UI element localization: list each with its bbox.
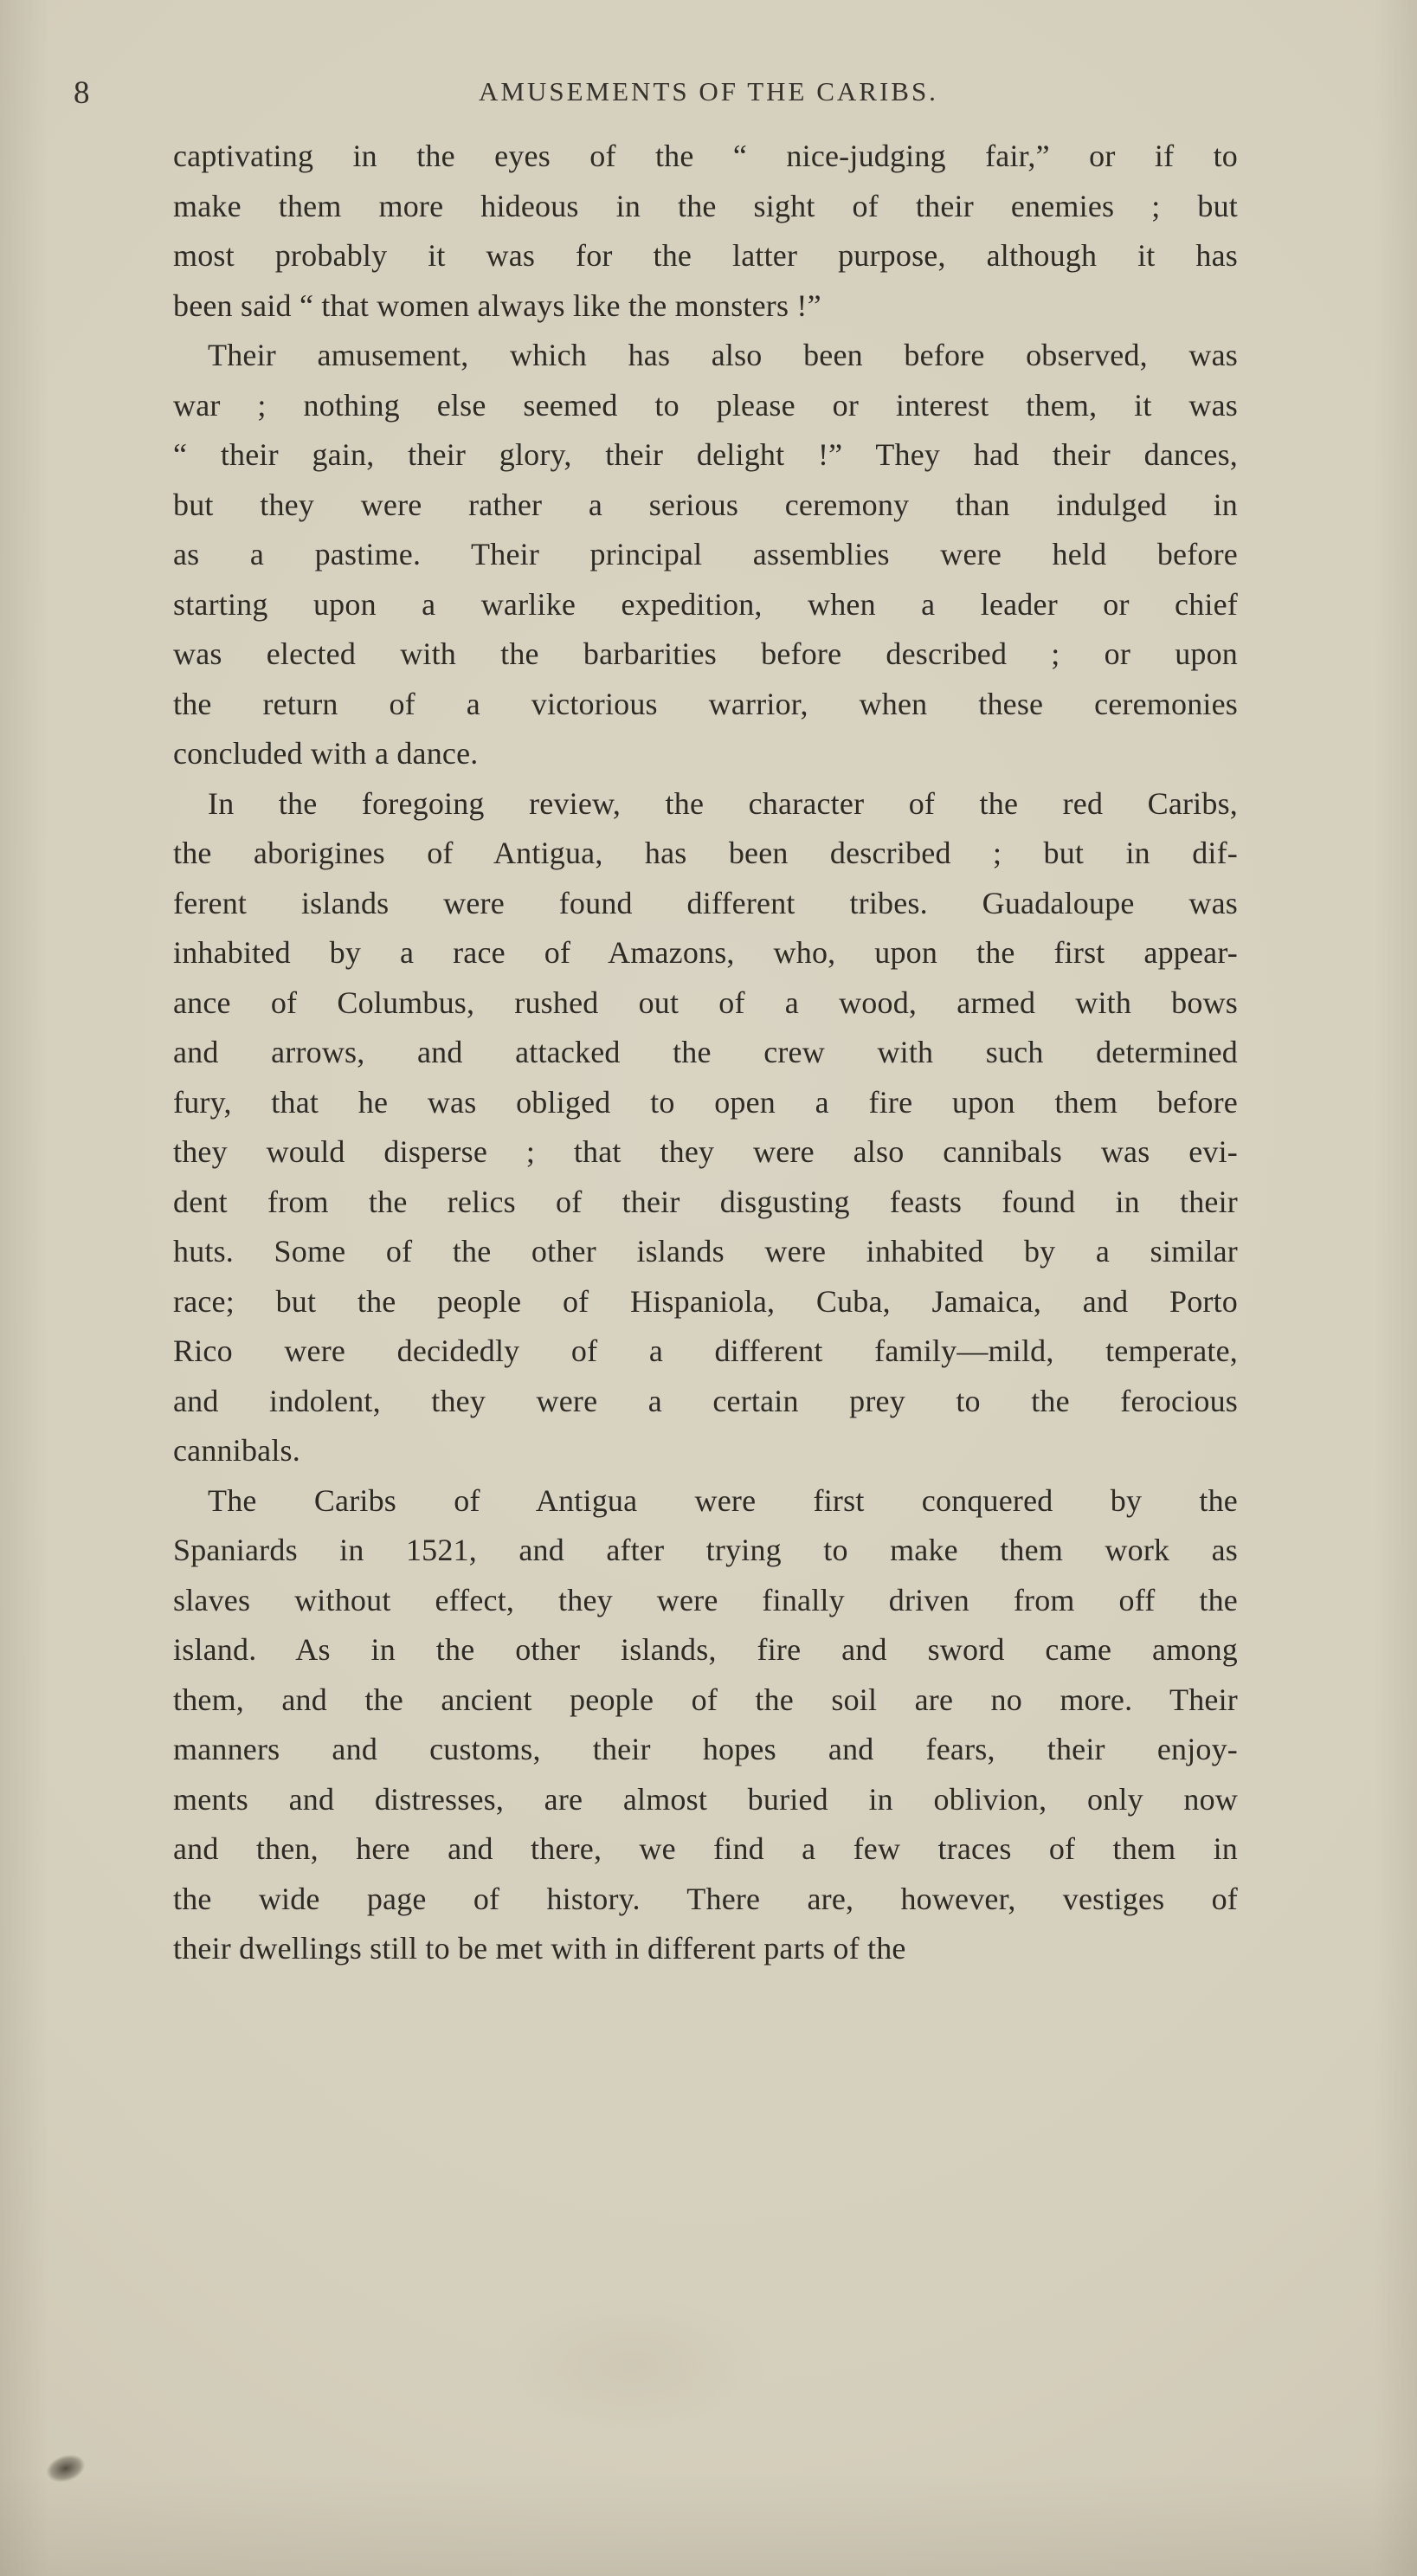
text-line: huts. Some of the other islands were inhabited by a similar	[173, 1234, 1238, 1269]
text-line: their dwellings still to be met with in different parts of the	[173, 1931, 906, 1966]
text-line: Their amusement, which has also been before observed, was	[208, 338, 1238, 372]
paragraph	[173, 1476, 1238, 1974]
text-line: Rico were decidedly of a different family—mild, temperate,	[173, 1333, 1238, 1368]
text-line: island. As in the other islands, fire and sword came among	[173, 1632, 1238, 1667]
text-line: ferent islands were found different tribes. Guadaloupe was	[173, 885, 1238, 920]
page-number: 8	[74, 75, 90, 111]
ink-smudge	[39, 2442, 96, 2489]
text-line: the return of a victorious warrior, when these ceremonies	[173, 686, 1238, 721]
page-body	[173, 132, 1238, 1974]
text-line: concluded with a dance.	[173, 736, 479, 771]
text-line: and arrows, and attacked the crew with such determined	[173, 1035, 1238, 1069]
running-header: AMUSEMENTS OF THE CARIBS.	[479, 76, 938, 107]
text-line: as a pastime. Their principal assemblies were held before	[173, 537, 1238, 571]
text-line: slaves without effect, they were finally driven from off the	[173, 1582, 1238, 1617]
text-line: them, and the ancient people of the soil are no more. Their	[173, 1682, 1238, 1717]
text-line: captivating in the eyes of the “ nice-judging fair,” or if to	[173, 139, 1238, 173]
text-line: make them more hideous in the sight of their enemies ; but	[173, 188, 1238, 223]
text-line: ance of Columbus, rushed out of a wood, armed with bows	[173, 985, 1238, 1020]
text-line: ments and distresses, are almost buried in oblivion, only now	[173, 1781, 1238, 1817]
text-line: the aborigines of Antigua, has been described ; but in dif-	[173, 836, 1238, 870]
text-line: the wide page of history. There are, however, vestiges of	[173, 1881, 1238, 1916]
text-line: starting upon a warlike expedition, when a leader or chief	[173, 586, 1238, 622]
text-line: dent from the relics of their disgusting feasts found in their	[173, 1184, 1238, 1219]
page-header	[0, 0, 1417, 121]
text-line: they would disperse ; that they were also cannibals was evi-	[173, 1134, 1238, 1169]
paragraph	[173, 779, 1238, 1476]
text-line: and then, here and there, we find a few traces of them in	[173, 1831, 1238, 1866]
text-line: been said “ that women always like the monsters !”	[173, 287, 821, 323]
text-line: was elected with the barbarities before described ; or upon	[173, 636, 1238, 671]
paragraph	[173, 132, 1238, 331]
text-line: manners and customs, their hopes and fears, their enjoy-	[173, 1732, 1238, 1766]
text-line: cannibals.	[173, 1433, 300, 1468]
text-line: and indolent, they were a certain prey to the ferocious	[173, 1383, 1238, 1418]
paper-stain	[450, 2260, 814, 2468]
text-line: war ; nothing else seemed to please or interest them, it was	[173, 387, 1238, 423]
text-line: Spaniards in 1521, and after trying to make them work as	[173, 1533, 1238, 1567]
text-line: In the foregoing review, the character of the red Caribs,	[208, 785, 1238, 821]
text-line: inhabited by a race of Amazons, who, upon the first appear-	[173, 935, 1238, 970]
text-line: fury, that he was obliged to open a fire upon them before	[173, 1084, 1238, 1120]
text-line: most probably it was for the latter purpose, although it has	[173, 238, 1238, 273]
text-line: The Caribs of Antigua were first conquered by the	[208, 1482, 1238, 1518]
text-line: “ their gain, their glory, their delight !” They had their dances,	[173, 437, 1238, 472]
text-line: but they were rather a serious ceremony than indulged in	[173, 487, 1238, 522]
paragraph	[173, 331, 1238, 779]
text-line: race; but the people of Hispaniola, Cuba, Jamaica, and Porto	[173, 1283, 1238, 1319]
